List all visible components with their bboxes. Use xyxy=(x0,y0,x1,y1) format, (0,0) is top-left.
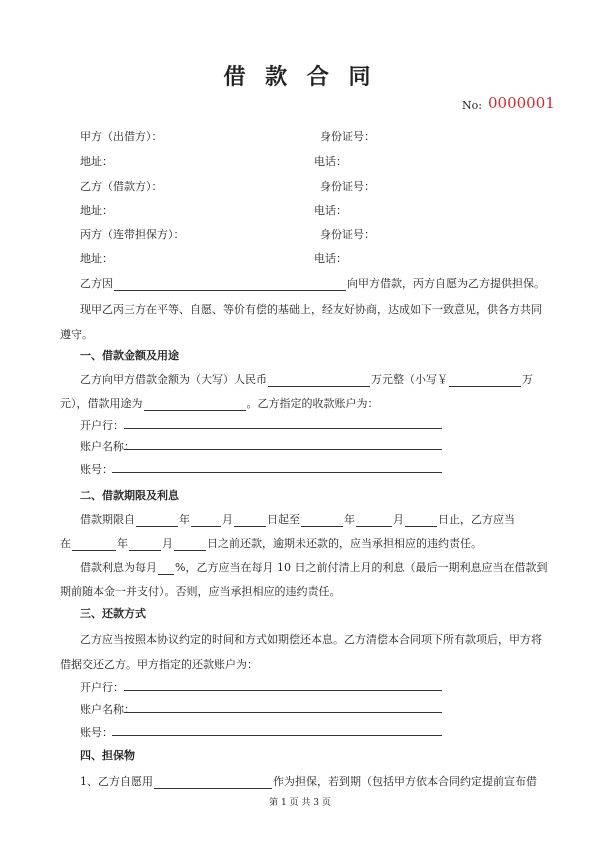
s2-repay-at: 在 xyxy=(60,537,71,550)
s2-interest-text: 借款利息为每月 xyxy=(80,561,157,574)
s2-end-year-unit: 年 xyxy=(344,513,355,526)
s2-repay-month-unit: 月 xyxy=(162,537,173,550)
s1-bank-label: 开户行： xyxy=(80,419,124,432)
s3-bank-label: 开户行： xyxy=(80,681,124,694)
end-month-blank[interactable] xyxy=(356,514,392,527)
s2-term-line xyxy=(80,511,515,527)
s4-collateral-terms: 作为担保，若到期（包括甲方依本合同约定提前宣布借 xyxy=(273,775,537,788)
contract-number-label: No: xyxy=(462,99,482,112)
intro-guarantee-text: 向甲方借款，丙方自愿为乙方提供担保。 xyxy=(347,277,545,290)
section-1-heading: 一、借款金额及用途 xyxy=(80,349,179,362)
page-footer: 第 1 页 共 3 页 xyxy=(269,798,331,808)
s2-repay-text: 日之前还款，逾期未还款的，应当承担相应的违约责任。 xyxy=(207,537,482,550)
s2-line-4: 期前随本金一并支付）。否则，应当承担相应的违约责任。 xyxy=(60,585,341,598)
s3-bank-blank[interactable] xyxy=(124,690,442,691)
guarantor-address-label: 地址： xyxy=(80,252,113,265)
borrower-label: 乙方（借款方）： xyxy=(80,180,163,193)
start-day-blank[interactable] xyxy=(234,514,266,527)
borrow-reason-blank[interactable] xyxy=(114,278,346,291)
lender-phone-label: 电话： xyxy=(314,155,347,168)
amount-figure-blank[interactable] xyxy=(449,374,521,387)
s1-amount-line xyxy=(80,371,533,387)
interest-rate-blank[interactable] xyxy=(158,562,174,575)
guarantor-label: 丙方（连带担保方）： xyxy=(80,228,185,241)
lender-label: 甲方（出借方）： xyxy=(80,130,163,143)
section-2-heading: 二、借款期限及利息 xyxy=(80,489,179,502)
section-4-heading: 四、担保物 xyxy=(80,749,135,762)
s2-term-text: 借款期限自 xyxy=(80,513,135,526)
s1-amount-text: 乙方向甲方借款金额为（大写）人民币 xyxy=(80,373,267,386)
s2-repay-year-unit: 年 xyxy=(117,537,128,550)
s1-account-number-blank[interactable] xyxy=(112,472,442,473)
borrower-phone-label: 电话： xyxy=(314,204,347,217)
s3-line-1: 乙方应当按照本协议约定的时间和方式如期偿还本息。乙方清偿本合同项下所有款项后，甲方将 xyxy=(80,633,542,646)
s2-end-month-unit: 月 xyxy=(393,513,404,526)
s1-account-number-label: 账号： xyxy=(80,463,113,476)
s2-month-unit: 月 xyxy=(222,513,233,526)
document-title: 借 款 合 同 xyxy=(223,64,377,90)
s2-repay-line xyxy=(60,535,482,551)
intro-borrow-text: 乙方因 xyxy=(80,277,113,290)
s2-year-unit: 年 xyxy=(179,513,190,526)
repay-day-blank[interactable] xyxy=(174,538,206,551)
guarantor-phone-label: 电话： xyxy=(314,252,347,265)
intro-line-1 xyxy=(80,275,545,291)
end-day-blank[interactable] xyxy=(405,514,437,527)
s2-to-text: 日起至 xyxy=(267,513,300,526)
collateral-blank[interactable] xyxy=(154,776,272,789)
start-month-blank[interactable] xyxy=(191,514,221,527)
s1-bank-blank[interactable] xyxy=(124,428,442,429)
s3-account-name-blank[interactable] xyxy=(124,712,442,713)
repay-year-blank[interactable] xyxy=(72,538,116,551)
s3-account-name-label: 账户名称： xyxy=(80,703,135,716)
s4-collateral-text: 1、乙方自愿用 xyxy=(80,775,153,788)
start-year-blank[interactable] xyxy=(136,514,178,527)
s1-amount-figure-text: 万元整（小写￥ xyxy=(371,373,448,386)
section-3-heading: 三、还款方式 xyxy=(80,607,146,620)
s2-end-text: 日止，乙方应当 xyxy=(438,513,515,526)
intro-line-3: 遵守。 xyxy=(60,328,93,341)
s1-account-name-label: 账户名称： xyxy=(80,440,135,453)
lender-id-label: 身份证号： xyxy=(320,130,375,143)
lender-address-label: 地址： xyxy=(80,155,113,168)
borrower-address-label: 地址： xyxy=(80,204,113,217)
s3-line-2: 借据交还乙方。甲方指定的还款账户为： xyxy=(60,658,258,671)
guarantor-id-label: 身份证号： xyxy=(320,228,375,241)
s1-account-text: 。乙方指定的收款账户为： xyxy=(246,397,379,410)
s3-account-number-blank[interactable] xyxy=(112,735,442,736)
intro-line-2: 现甲乙丙三方在平等、自愿、等价有偿的基础上，经友好协商，达成如下一致意见，供各方共同 xyxy=(80,303,542,316)
purpose-blank[interactable] xyxy=(144,398,246,411)
s1-amount-unit: 万 xyxy=(522,373,533,386)
s1-purpose-text: 元），借款用途为 xyxy=(60,397,143,410)
repay-month-blank[interactable] xyxy=(129,538,161,551)
contract-number: 0000001 xyxy=(488,94,555,112)
amount-words-blank[interactable] xyxy=(268,374,370,387)
s2-interest-terms: %，乙方应当在每月 10 日之前付清上月的利息（最后一期利息应当在借款到 xyxy=(175,561,548,574)
borrower-id-label: 身份证号： xyxy=(320,180,375,193)
s4-line-1 xyxy=(80,773,537,789)
end-year-blank[interactable] xyxy=(301,514,343,527)
s2-interest-line xyxy=(80,559,547,575)
s1-purpose-line xyxy=(60,395,379,411)
s3-account-number-label: 账号： xyxy=(80,726,113,739)
s1-account-name-blank[interactable] xyxy=(124,449,442,450)
